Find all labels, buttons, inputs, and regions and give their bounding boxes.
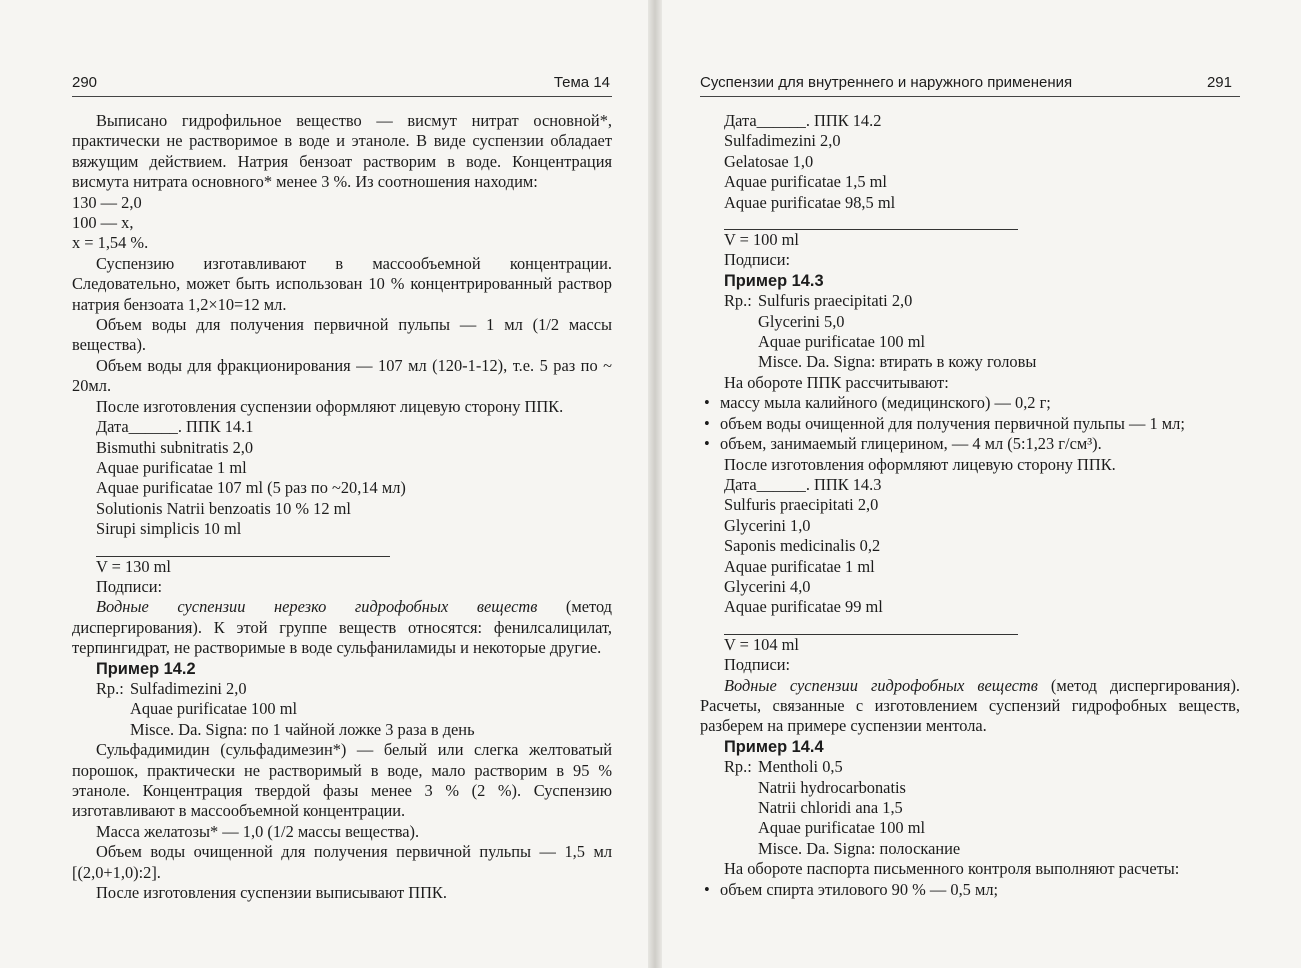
ppk-header: Дата______. ППК 14.3 [724,474,882,494]
calc-line: 100 — x, [72,213,134,233]
running-title-left: Тема 14 [553,74,610,91]
rx-item: Sulfuris praecipitati 2,0 [758,291,913,311]
paragraph [700,676,1240,737]
calc-line: 130 — 2,0 [72,192,142,212]
calc-line: x = 1,54 %. [72,233,149,253]
ppk-signatures: Подписи: [724,250,791,270]
ppk-line: Aquae purificatae 99 ml [724,597,883,617]
paragraph: Суспензию изготавливают в массообъемной концентрации. Следовательно, может быть использован 10 % концентрированный раствор натрия бензоата 1,2×10=12 мл. [72,253,612,314]
paragraph-text: (метод диспергирования). Расчеты, связанные с изготовлением суспензий гидрофобных веществ, разберем на примере суспензии ментола. [700,675,1241,736]
rx-item: Sulfadimezini 2,0 [130,678,247,698]
rx-item: Misce. Da. Signa: втирать в кожу головы [758,352,1037,372]
paragraph [72,597,612,658]
right-page [700,70,1240,950]
rx-item: Glycerini 5,0 [758,311,845,331]
ppk-volume: V = 100 ml [724,230,799,250]
paragraph-text: (метод диспергирования). К этой группе веществ относятся: фенилсалицилат, терпингидрат, не растворимые в воде сульфаниламиды и некоторые другие. [72,597,613,658]
ppk-line: Aquae purificatae 98,5 ml [724,192,896,212]
paragraph: Объем воды очищенной для получения первичной пульпы — 1,5 мл [(2,0+1,0):2]. [72,842,612,882]
ppk-header: Дата______. ППК 14.1 [96,417,254,437]
bullet-item: • массу мыла калийного (медицинского) — 0,2 г; [700,393,1240,413]
italic-term: Водные суспензии нерезко гидрофобных веществ [96,597,538,617]
bullet-item: • объем спирта этилового 90 % — 0,5 мл; [700,880,1240,900]
rx-item: Mentholi 0,5 [758,757,843,777]
ppk-line: Bismuthi subnitratis 2,0 [96,437,254,457]
page-number-left: 290 [72,74,98,91]
page-number-right: 291 [1206,74,1232,91]
rx-item: Misce. Da. Signa: полоскание [758,838,961,858]
paragraph: После изготовления суспензии оформляют лицевую сторону ППК. [96,396,564,416]
ppk-line: Glycerini 4,0 [724,576,811,596]
rx-item: Misce. Da. Signa: по 1 чайной ложке 3 раза в день [130,719,475,739]
ppk-signatures: Подписи: [96,576,163,596]
ppk-header: Дата______. ППК 14.2 [724,111,882,130]
prescription-line [72,679,612,699]
example-heading: Пример 14.4 [724,737,824,756]
paragraph: На обороте паспорта письменного контроля выполняют расчеты: [724,859,1180,879]
paragraph: Масса желатозы* — 1,0 (1/2 массы вещества). [96,821,420,841]
bullet-item: • объем, занимаемый глицерином, — 4 мл (5:1,23 г/см³). [700,434,1240,454]
paragraph: Объем воды для получения первичной пульпы — 1 мл (1/2 массы вещества). [72,315,612,355]
left-page [72,70,612,950]
paragraph: После изготовления оформляют лицевую сторону ППК. [724,454,1116,474]
rx-item: Aquae purificatae 100 ml [130,699,298,719]
ppk-volume: V = 130 ml [96,556,171,576]
ppk-line: Sulfuris praecipitati 2,0 [724,495,879,515]
prescription-line [700,291,1240,311]
ppk-line: Aquae purificatae 107 ml (5 раз по ~20,14 мл) [96,478,406,498]
paragraph: На обороте ППК рассчитывают: [724,372,949,392]
rx-item: Natrii chloridi ana 1,5 [758,798,903,817]
paragraph: Объем воды для фракционирования — 107 мл (120-1-12), т.е. 5 раз по ~ 20мл. [72,355,612,396]
paragraph: Выписано гидрофильное вещество — висмут нитрат основной*, практически не растворимое в воде и этаноле. В виде суспензии обладает вяжущим действием. Натрия бензоат растворим в воде. Концентрация висмута нитрата основного* менее 3 %. Из соотношения находим: [72,111,612,192]
ppk-line: Sulfadimezini 2,0 [724,131,841,151]
book-spine [648,0,662,968]
ppk-line: Gelatosae 1,0 [724,151,814,171]
ppk-line: Sirupi simplicis 10 ml [96,519,242,539]
ppk-line: Aquae purificatae 1 ml [724,556,875,576]
left-running-head [72,70,612,97]
rx-key: Rp.: [96,678,124,698]
rx-item: Aquae purificatae 100 ml [758,818,926,838]
example-heading: Пример 14.3 [724,271,824,290]
prescription-line [700,757,1240,777]
bullet-item: • объем воды очищенной для получения первичной пульпы — 1 мл; [700,414,1240,434]
rx-item: Natrii hydrocarbonatis [758,777,906,797]
ppk-line: Aquae purificatae 1,5 ml [724,172,887,192]
italic-term: Водные суспензии гидрофобных веществ [724,675,1038,695]
ppk-line: Saponis medicinalis 0,2 [724,536,881,556]
paragraph: Сульфадимидин (сульфадимезин*) — белый или слегка желтоватый порошок, практически не растворимый в воде, мало растворим в 95 % этаноле. Концентрация твердой фазы менее 3 % (2 %). Суспензию изготавливают в массообъемной концентрации. [72,740,612,821]
paragraph: После изготовления суспензии выписывают ППК. [96,883,447,903]
ppk-signatures: Подписи: [724,655,791,675]
running-title-right: Суспензии для внутреннего и наружного применения [700,74,1073,91]
ppk-line: Glycerini 1,0 [724,515,811,535]
example-heading: Пример 14.2 [96,659,196,678]
ppk-line: Solutionis Natrii benzoatis 10 % 12 ml [96,498,351,518]
ppk-line: Aquae purificatae 1 ml [96,457,247,477]
ppk-volume: V = 104 ml [724,634,799,654]
rx-item: Aquae purificatae 100 ml [758,332,926,352]
rx-key: Rp.: [724,757,752,777]
right-running-head [700,70,1240,97]
rx-key: Rp.: [724,291,752,311]
